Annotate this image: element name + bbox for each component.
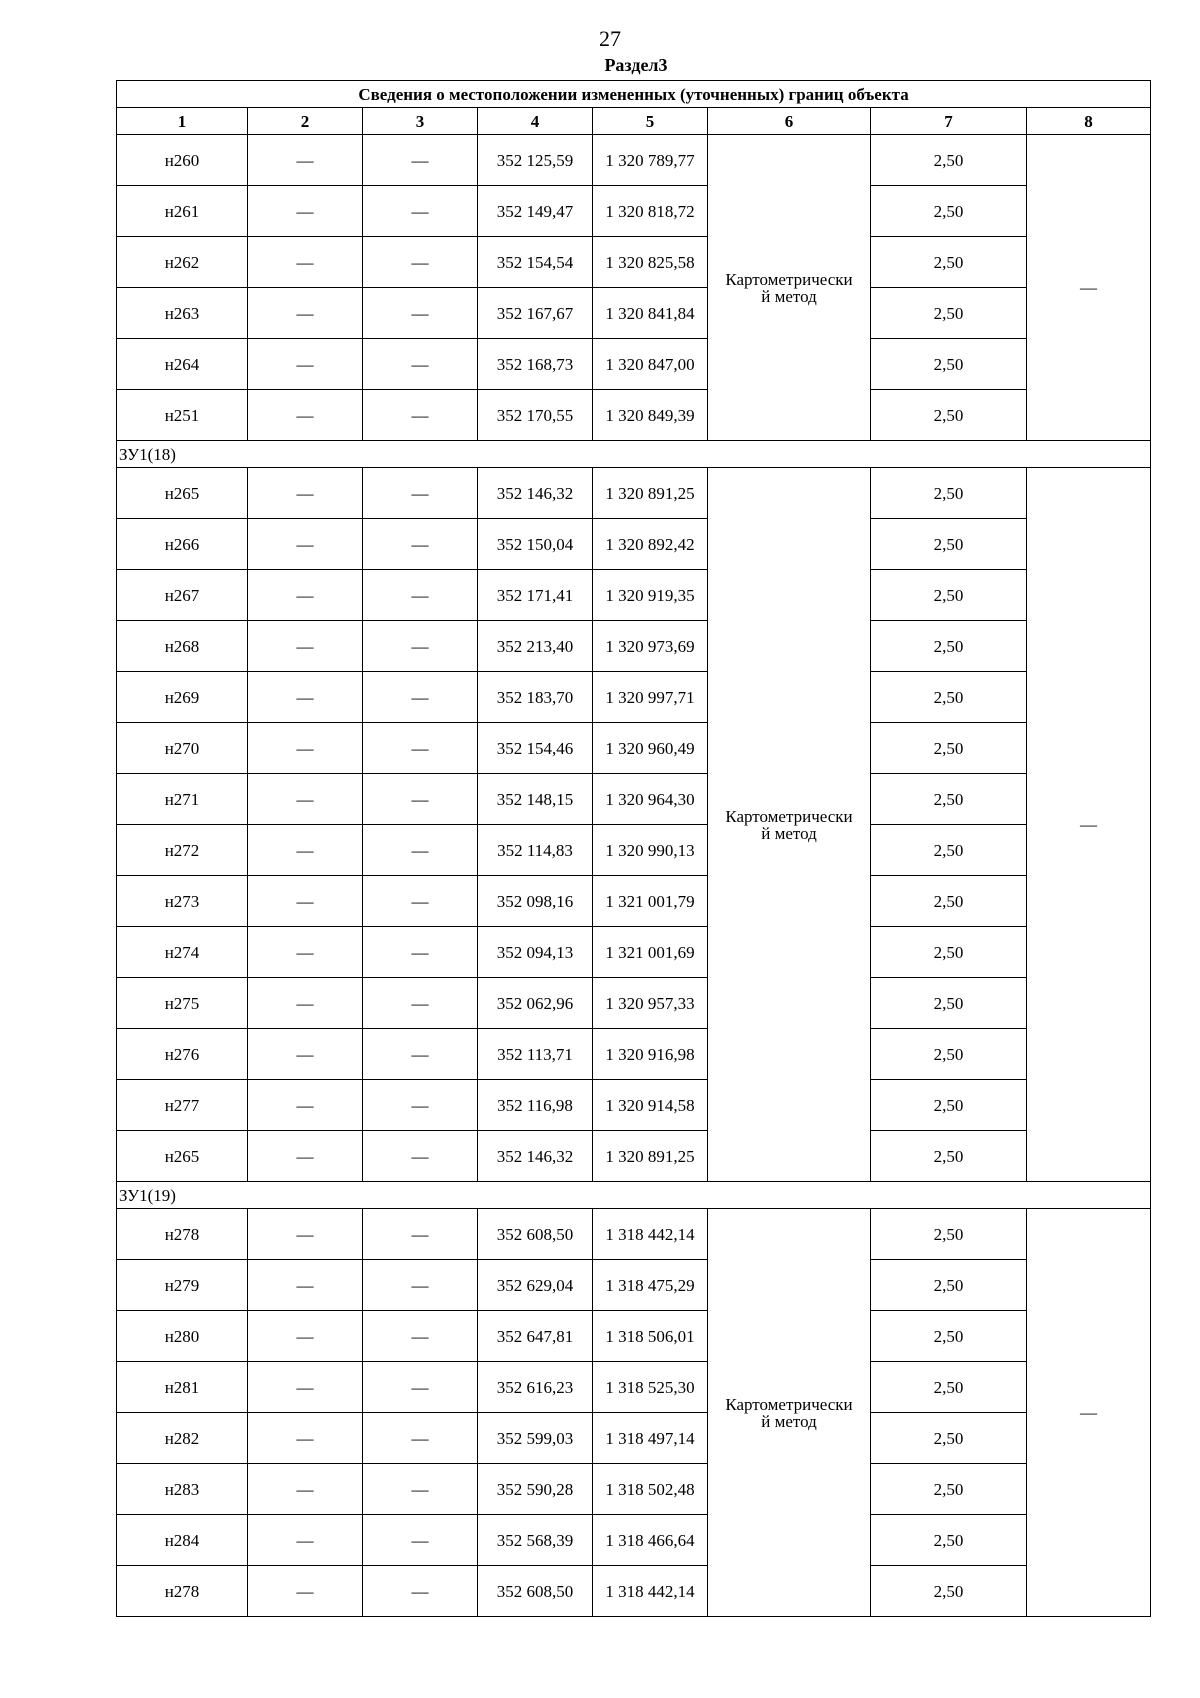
coord-y-cell: 1 320 960,49 <box>593 723 708 774</box>
table-row <box>117 1080 1151 1131</box>
point-id-cell: н282 <box>117 1413 248 1464</box>
accuracy-cell: 2,50 <box>871 186 1027 237</box>
col3-cell: — <box>363 876 478 927</box>
col3-cell: — <box>363 390 478 441</box>
accuracy-cell: 2,50 <box>871 135 1027 186</box>
group-label-row <box>117 1182 1151 1209</box>
coord-x-cell: 352 599,03 <box>478 1413 593 1464</box>
coord-y-cell: 1 320 849,39 <box>593 390 708 441</box>
coord-y-cell: 1 320 916,98 <box>593 1029 708 1080</box>
method-cell: Картометрически й метод <box>708 135 871 441</box>
accuracy-cell: 2,50 <box>871 1029 1027 1080</box>
accuracy-cell: 2,50 <box>871 519 1027 570</box>
table-row <box>117 978 1151 1029</box>
col3-cell: — <box>363 621 478 672</box>
col2-cell: — <box>248 1515 363 1566</box>
point-id-cell: н273 <box>117 876 248 927</box>
column-number: 7 <box>871 108 1027 135</box>
col3-cell: — <box>363 237 478 288</box>
table-row <box>117 135 1151 186</box>
group-label-row <box>117 441 1151 468</box>
coord-y-cell: 1 320 990,13 <box>593 825 708 876</box>
point-id-cell: н284 <box>117 1515 248 1566</box>
section-title: Раздел3 <box>604 55 668 75</box>
col2-cell: — <box>248 237 363 288</box>
table-row <box>117 288 1151 339</box>
table-row <box>117 876 1151 927</box>
point-id-cell: н278 <box>117 1209 248 1260</box>
accuracy-cell: 2,50 <box>871 1362 1027 1413</box>
table-title: Сведения о местоположении измененных (уточненных) границ объекта <box>117 81 1151 108</box>
col2-cell: — <box>248 1209 363 1260</box>
accuracy-cell: 2,50 <box>871 390 1027 441</box>
col3-cell: — <box>363 1311 478 1362</box>
coord-x-cell: 352 114,83 <box>478 825 593 876</box>
table-row <box>117 468 1151 519</box>
table-row <box>117 1131 1151 1182</box>
col2-cell: — <box>248 339 363 390</box>
table-row <box>117 723 1151 774</box>
col2-cell: — <box>248 1464 363 1515</box>
table-row <box>117 621 1151 672</box>
table-row <box>117 1362 1151 1413</box>
accuracy-cell: 2,50 <box>871 1413 1027 1464</box>
table-row <box>117 672 1151 723</box>
col2-cell: — <box>248 723 363 774</box>
point-id-cell: н261 <box>117 186 248 237</box>
coord-y-cell: 1 318 442,14 <box>593 1566 708 1617</box>
accuracy-cell: 2,50 <box>871 825 1027 876</box>
table-row <box>117 774 1151 825</box>
col2-cell: — <box>248 288 363 339</box>
accuracy-cell: 2,50 <box>871 774 1027 825</box>
col3-cell: — <box>363 339 478 390</box>
coord-y-cell: 1 318 506,01 <box>593 1311 708 1362</box>
col2-cell: — <box>248 774 363 825</box>
table-row <box>117 1566 1151 1617</box>
accuracy-cell: 2,50 <box>871 237 1027 288</box>
coord-y-cell: 1 320 825,58 <box>593 237 708 288</box>
point-id-cell: н275 <box>117 978 248 1029</box>
coord-y-cell: 1 320 973,69 <box>593 621 708 672</box>
col3-cell: — <box>363 570 478 621</box>
table-row <box>117 1515 1151 1566</box>
coord-x-cell: 352 168,73 <box>478 339 593 390</box>
table-title-row <box>117 81 1151 108</box>
col2-cell: — <box>248 1362 363 1413</box>
accuracy-cell: 2,50 <box>871 570 1027 621</box>
accuracy-cell: 2,50 <box>871 288 1027 339</box>
col2-cell: — <box>248 1080 363 1131</box>
col3-cell: — <box>363 774 478 825</box>
coord-x-cell: 352 608,50 <box>478 1209 593 1260</box>
coord-x-cell: 352 170,55 <box>478 390 593 441</box>
column-number-row <box>117 108 1151 135</box>
col2-cell: — <box>248 519 363 570</box>
col2-cell: — <box>248 672 363 723</box>
coord-y-cell: 1 318 502,48 <box>593 1464 708 1515</box>
point-id-cell: н262 <box>117 237 248 288</box>
col3-cell: — <box>363 1260 478 1311</box>
col3-cell: — <box>363 1209 478 1260</box>
col2-cell: — <box>248 1311 363 1362</box>
accuracy-cell: 2,50 <box>871 723 1027 774</box>
col3-cell: — <box>363 1413 478 1464</box>
col3-cell: — <box>363 135 478 186</box>
group-label: ЗУ1(19) <box>117 1182 1151 1209</box>
col3-cell: — <box>363 1515 478 1566</box>
column-number: 6 <box>708 108 871 135</box>
table-row <box>117 237 1151 288</box>
coord-y-cell: 1 318 475,29 <box>593 1260 708 1311</box>
coord-x-cell: 352 094,13 <box>478 927 593 978</box>
accuracy-cell: 2,50 <box>871 876 1027 927</box>
col2-cell: — <box>248 468 363 519</box>
coord-y-cell: 1 321 001,79 <box>593 876 708 927</box>
coord-x-cell: 352 608,50 <box>478 1566 593 1617</box>
col3-cell: — <box>363 1464 478 1515</box>
coord-x-cell: 352 149,47 <box>478 186 593 237</box>
table-row <box>117 1029 1151 1080</box>
col2-cell: — <box>248 1566 363 1617</box>
coord-y-cell: 1 320 997,71 <box>593 672 708 723</box>
coord-x-cell: 352 616,23 <box>478 1362 593 1413</box>
accuracy-cell: 2,50 <box>871 339 1027 390</box>
table-row <box>117 825 1151 876</box>
accuracy-cell: 2,50 <box>871 1080 1027 1131</box>
col2-cell: — <box>248 1131 363 1182</box>
coord-y-cell: 1 321 001,69 <box>593 927 708 978</box>
col3-cell: — <box>363 288 478 339</box>
point-id-cell: н270 <box>117 723 248 774</box>
col3-cell: — <box>363 519 478 570</box>
coord-y-cell: 1 318 525,30 <box>593 1362 708 1413</box>
boundary-coordinates-table <box>116 80 1151 1617</box>
table-row <box>117 519 1151 570</box>
coord-x-cell: 352 183,70 <box>478 672 593 723</box>
col3-cell: — <box>363 1029 478 1080</box>
point-id-cell: н280 <box>117 1311 248 1362</box>
point-id-cell: н274 <box>117 927 248 978</box>
accuracy-cell: 2,50 <box>871 978 1027 1029</box>
coord-x-cell: 352 148,15 <box>478 774 593 825</box>
col8-cell: — <box>1027 135 1151 441</box>
col3-cell: — <box>363 186 478 237</box>
coord-y-cell: 1 320 891,25 <box>593 468 708 519</box>
point-id-cell: н277 <box>117 1080 248 1131</box>
point-id-cell: н264 <box>117 339 248 390</box>
coord-x-cell: 352 098,16 <box>478 876 593 927</box>
col3-cell: — <box>363 1566 478 1617</box>
accuracy-cell: 2,50 <box>871 1464 1027 1515</box>
table-row <box>117 1209 1151 1260</box>
coord-x-cell: 352 154,54 <box>478 237 593 288</box>
table-row <box>117 186 1151 237</box>
coord-x-cell: 352 116,98 <box>478 1080 593 1131</box>
col2-cell: — <box>248 1413 363 1464</box>
coord-x-cell: 352 213,40 <box>478 621 593 672</box>
accuracy-cell: 2,50 <box>871 1515 1027 1566</box>
column-number: 8 <box>1027 108 1151 135</box>
accuracy-cell: 2,50 <box>871 1566 1027 1617</box>
coord-y-cell: 1 320 818,72 <box>593 186 708 237</box>
col2-cell: — <box>248 390 363 441</box>
point-id-cell: н267 <box>117 570 248 621</box>
col3-cell: — <box>363 1080 478 1131</box>
coord-y-cell: 1 318 497,14 <box>593 1413 708 1464</box>
accuracy-cell: 2,50 <box>871 1260 1027 1311</box>
coord-y-cell: 1 318 466,64 <box>593 1515 708 1566</box>
accuracy-cell: 2,50 <box>871 927 1027 978</box>
col8-cell: — <box>1027 1209 1151 1617</box>
col3-cell: — <box>363 723 478 774</box>
coord-y-cell: 1 320 789,77 <box>593 135 708 186</box>
point-id-cell: н272 <box>117 825 248 876</box>
col2-cell: — <box>248 570 363 621</box>
coord-x-cell: 352 590,28 <box>478 1464 593 1515</box>
coord-y-cell: 1 320 892,42 <box>593 519 708 570</box>
accuracy-cell: 2,50 <box>871 1311 1027 1362</box>
point-id-cell: н283 <box>117 1464 248 1515</box>
point-id-cell: н260 <box>117 135 248 186</box>
method-cell: Картометрически й метод <box>708 1209 871 1617</box>
accuracy-cell: 2,50 <box>871 1209 1027 1260</box>
coord-x-cell: 352 062,96 <box>478 978 593 1029</box>
accuracy-cell: 2,50 <box>871 1131 1027 1182</box>
col3-cell: — <box>363 978 478 1029</box>
col2-cell: — <box>248 978 363 1029</box>
point-id-cell: н281 <box>117 1362 248 1413</box>
coord-y-cell: 1 320 964,30 <box>593 774 708 825</box>
point-id-cell: н251 <box>117 390 248 441</box>
coord-x-cell: 352 146,32 <box>478 1131 593 1182</box>
col2-cell: — <box>248 1260 363 1311</box>
coord-y-cell: 1 318 442,14 <box>593 1209 708 1260</box>
point-id-cell: н268 <box>117 621 248 672</box>
coord-x-cell: 352 113,71 <box>478 1029 593 1080</box>
col2-cell: — <box>248 1029 363 1080</box>
column-number: 3 <box>363 108 478 135</box>
point-id-cell: н271 <box>117 774 248 825</box>
col2-cell: — <box>248 621 363 672</box>
coord-y-cell: 1 320 914,58 <box>593 1080 708 1131</box>
col2-cell: — <box>248 876 363 927</box>
col3-cell: — <box>363 1131 478 1182</box>
table-row <box>117 1260 1151 1311</box>
accuracy-cell: 2,50 <box>871 672 1027 723</box>
point-id-cell: н279 <box>117 1260 248 1311</box>
table-row <box>117 570 1151 621</box>
col2-cell: — <box>248 135 363 186</box>
point-id-cell: н269 <box>117 672 248 723</box>
column-number: 1 <box>117 108 248 135</box>
point-id-cell: н278 <box>117 1566 248 1617</box>
table-row <box>117 1413 1151 1464</box>
page-number: 27 <box>599 26 621 51</box>
coord-x-cell: 352 629,04 <box>478 1260 593 1311</box>
point-id-cell: н266 <box>117 519 248 570</box>
col3-cell: — <box>363 927 478 978</box>
coord-x-cell: 352 150,04 <box>478 519 593 570</box>
coord-y-cell: 1 320 919,35 <box>593 570 708 621</box>
coord-x-cell: 352 171,41 <box>478 570 593 621</box>
point-id-cell: н276 <box>117 1029 248 1080</box>
table-row <box>117 339 1151 390</box>
accuracy-cell: 2,50 <box>871 468 1027 519</box>
point-id-cell: н263 <box>117 288 248 339</box>
coord-x-cell: 352 167,67 <box>478 288 593 339</box>
point-id-cell: н265 <box>117 468 248 519</box>
point-id-cell: н265 <box>117 1131 248 1182</box>
col2-cell: — <box>248 927 363 978</box>
column-number: 5 <box>593 108 708 135</box>
coord-x-cell: 352 568,39 <box>478 1515 593 1566</box>
table-body <box>117 81 1151 1617</box>
col3-cell: — <box>363 825 478 876</box>
coord-y-cell: 1 320 957,33 <box>593 978 708 1029</box>
col3-cell: — <box>363 1362 478 1413</box>
accuracy-cell: 2,50 <box>871 621 1027 672</box>
coord-y-cell: 1 320 847,00 <box>593 339 708 390</box>
coord-x-cell: 352 154,46 <box>478 723 593 774</box>
table-row <box>117 1311 1151 1362</box>
col2-cell: — <box>248 825 363 876</box>
coord-x-cell: 352 146,32 <box>478 468 593 519</box>
table-row <box>117 927 1151 978</box>
coord-y-cell: 1 320 841,84 <box>593 288 708 339</box>
col8-cell: — <box>1027 468 1151 1182</box>
table-row <box>117 1464 1151 1515</box>
coord-x-cell: 352 647,81 <box>478 1311 593 1362</box>
group-label: ЗУ1(18) <box>117 441 1151 468</box>
table-row <box>117 390 1151 441</box>
column-number: 4 <box>478 108 593 135</box>
coord-x-cell: 352 125,59 <box>478 135 593 186</box>
col3-cell: — <box>363 672 478 723</box>
coord-y-cell: 1 320 891,25 <box>593 1131 708 1182</box>
col2-cell: — <box>248 186 363 237</box>
col3-cell: — <box>363 468 478 519</box>
column-number: 2 <box>248 108 363 135</box>
method-cell: Картометрически й метод <box>708 468 871 1182</box>
